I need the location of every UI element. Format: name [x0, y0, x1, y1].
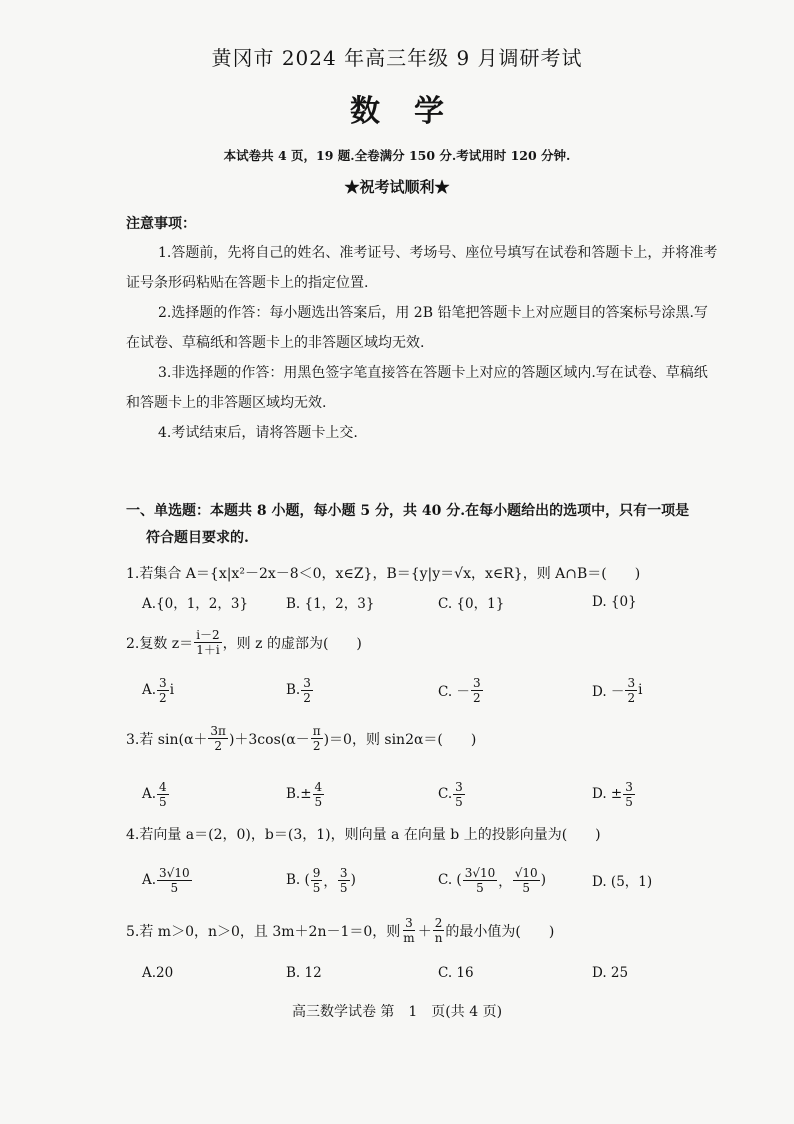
fraction	[157, 780, 169, 809]
option-d: D. 25	[592, 965, 629, 981]
fraction	[301, 676, 313, 705]
denominator: m	[403, 931, 415, 945]
q3-part: 3.若 sin(α＋	[126, 731, 208, 748]
option-b	[286, 670, 314, 710]
option-c: C. 16	[438, 965, 474, 981]
option-d	[592, 774, 636, 814]
option-b: B. {1，2，3}	[286, 596, 375, 612]
numerator: 3	[339, 865, 348, 880]
option-a: A.{0，1，2，3}	[142, 596, 249, 612]
fraction	[401, 916, 416, 945]
denominator: 2	[214, 739, 222, 753]
exam-info: 本试卷共 4 页，19 题.全卷满分 150 分.考试用时 120 分钟.	[223, 148, 571, 163]
question-4-options	[142, 860, 702, 900]
page-footer: 高三数学试卷 第 1 页(共 4 页)	[291, 1004, 503, 1020]
question-2-stem	[126, 628, 726, 657]
denominator: 5	[314, 794, 323, 809]
question-3-options	[142, 774, 702, 814]
option-c	[438, 774, 466, 814]
denominator: 5	[522, 880, 531, 895]
fraction	[453, 780, 465, 809]
fraction	[208, 724, 228, 753]
fraction	[338, 866, 350, 895]
denominator: 5	[312, 880, 321, 895]
fraction	[157, 866, 192, 895]
fraction	[471, 676, 483, 705]
fraction	[623, 780, 635, 809]
q5-prefix: 5.若 m＞0，n＞0，且 3m＋2n－1＝0，则	[126, 923, 401, 940]
denominator: 2	[159, 690, 167, 705]
numerator: 3	[455, 779, 463, 794]
q5-suffix: 的最小值为( )	[445, 923, 555, 940]
option-label: C.	[438, 786, 453, 802]
denominator: 5	[455, 794, 463, 809]
q2-prefix: 2.复数 z＝	[126, 635, 194, 652]
closing-paren: )	[540, 872, 546, 888]
exam-title: 黄冈市 2024 年高三年级 9 月调研考试	[211, 46, 583, 70]
denominator: 5	[339, 880, 348, 895]
option-label: C. －	[438, 684, 470, 700]
option-label: B.±	[286, 786, 312, 802]
fraction	[311, 866, 323, 895]
option-label: B. (	[286, 872, 310, 888]
plus-sign: ＋	[417, 923, 432, 940]
section-heading-line2: 符合题目要求的.	[146, 530, 249, 546]
option-b: B. 12	[286, 965, 322, 981]
denominator: 2	[303, 690, 311, 705]
option-b	[286, 860, 356, 900]
closing-paren: )	[350, 872, 356, 888]
option-c: C. {0，1}	[438, 596, 505, 612]
section-heading-line1: 一、单选题：本题共 8 小题，每小题 5 分，共 40 分.在每小题给出的选项中，只有一项是	[126, 503, 690, 519]
question-2-options	[142, 670, 702, 710]
fraction	[433, 916, 445, 945]
notice-item: 2.选择题的作答：每小题选出答案后，用 2B 铅笔把答题卡上对应题目的答案标号涂黑.写在试卷、草稿纸和答题卡上的非答题区域均无效.	[126, 305, 708, 351]
question-4-stem: 4.若向量 a＝(2，0)，b＝(3，1)，则向量 a 在向量 b 上的投影向量为( )	[126, 827, 601, 843]
notice-heading: 注意事项：	[126, 216, 196, 232]
option-c	[438, 860, 546, 900]
option-label: D. －	[592, 684, 625, 700]
option-tail: i	[169, 682, 175, 698]
numerator: 3	[303, 675, 311, 690]
numerator: π	[312, 724, 321, 738]
numerator: i－2	[196, 628, 220, 642]
option-a: A.20	[142, 965, 174, 981]
denominator: 5	[170, 880, 179, 895]
option-label: C. (	[438, 872, 462, 888]
fraction	[463, 866, 498, 895]
option-label: B.	[286, 682, 301, 698]
question-3-stem	[126, 724, 726, 753]
notice-item: 1.答题前，先将自己的姓名、准考证号、考场号、座位号填写在试卷和答题卡上，并将准考证号条形码粘贴在答题卡上的指定位置.	[126, 245, 718, 291]
option-c	[438, 670, 484, 710]
denominator: n	[434, 931, 443, 945]
numerator: √10	[514, 865, 538, 880]
fraction	[313, 780, 325, 809]
q2-fraction	[194, 628, 221, 657]
numerator: 4	[314, 779, 323, 794]
question-1-options	[142, 582, 702, 622]
denominator: 5	[625, 794, 633, 809]
numerator: 3	[472, 675, 481, 690]
q2-suffix: ，则 z 的虚部为( )	[222, 635, 362, 652]
good-luck-banner: ★祝考试顺利★	[344, 178, 450, 196]
question-1-stem: 1.若集合 A＝{x|x²－2x－8＜0，x∈Z}，B＝{y|y＝√x，x∈R}，则 A∩B＝( )	[126, 566, 641, 582]
option-label: A.	[142, 682, 157, 698]
denominator: 2	[472, 690, 481, 705]
section-heading	[126, 498, 726, 552]
numerator: 3	[159, 675, 167, 690]
numerator: 4	[159, 779, 167, 794]
numerator: 3	[625, 779, 633, 794]
numerator: 3√10	[159, 865, 190, 880]
q3-part: )＝0，则 sin2α＝( )	[323, 731, 477, 748]
numerator: 3√10	[464, 865, 496, 880]
numerator: 3π	[210, 724, 226, 738]
notice-item: 3.非选择题的作答：用黑色签字笔直接答在答题卡上对应的答题区域内.写在试卷、草稿纸和答题卡上的非答题区域均无效.	[126, 365, 708, 411]
option-b	[286, 774, 325, 814]
denominator: 2	[312, 739, 321, 753]
notice-item: 4.考试结束后，请将答题卡上交.	[158, 425, 358, 441]
option-d	[592, 670, 642, 710]
option-label: D. ±	[592, 786, 623, 802]
fraction	[311, 724, 323, 753]
option-tail: i	[638, 682, 643, 698]
option-d: D. {0}	[592, 594, 637, 610]
denominator: 5	[159, 794, 167, 809]
separator: ，	[498, 874, 512, 890]
denominator: 2	[627, 690, 636, 705]
notice-list	[126, 238, 720, 448]
subject-title: 数学	[350, 94, 478, 129]
fraction	[513, 866, 540, 895]
option-d: D. (5，1)	[592, 874, 653, 890]
separator: ，	[323, 874, 337, 890]
q3-part: )＋3cos(α－	[228, 731, 310, 748]
option-label: A.	[142, 786, 157, 802]
denominator: 1＋i	[196, 643, 220, 657]
option-a	[142, 774, 170, 814]
fraction	[625, 676, 637, 705]
denominator: 5	[476, 880, 484, 895]
question-5-options	[142, 953, 702, 993]
question-5-stem	[126, 916, 726, 945]
option-a	[142, 670, 174, 710]
numerator: 3	[627, 675, 636, 690]
option-a	[142, 860, 193, 900]
fraction	[157, 676, 169, 705]
option-label: A.	[142, 872, 157, 888]
numerator: 3	[405, 916, 413, 930]
numerator: 9	[312, 865, 321, 880]
numerator: 2	[434, 916, 443, 930]
